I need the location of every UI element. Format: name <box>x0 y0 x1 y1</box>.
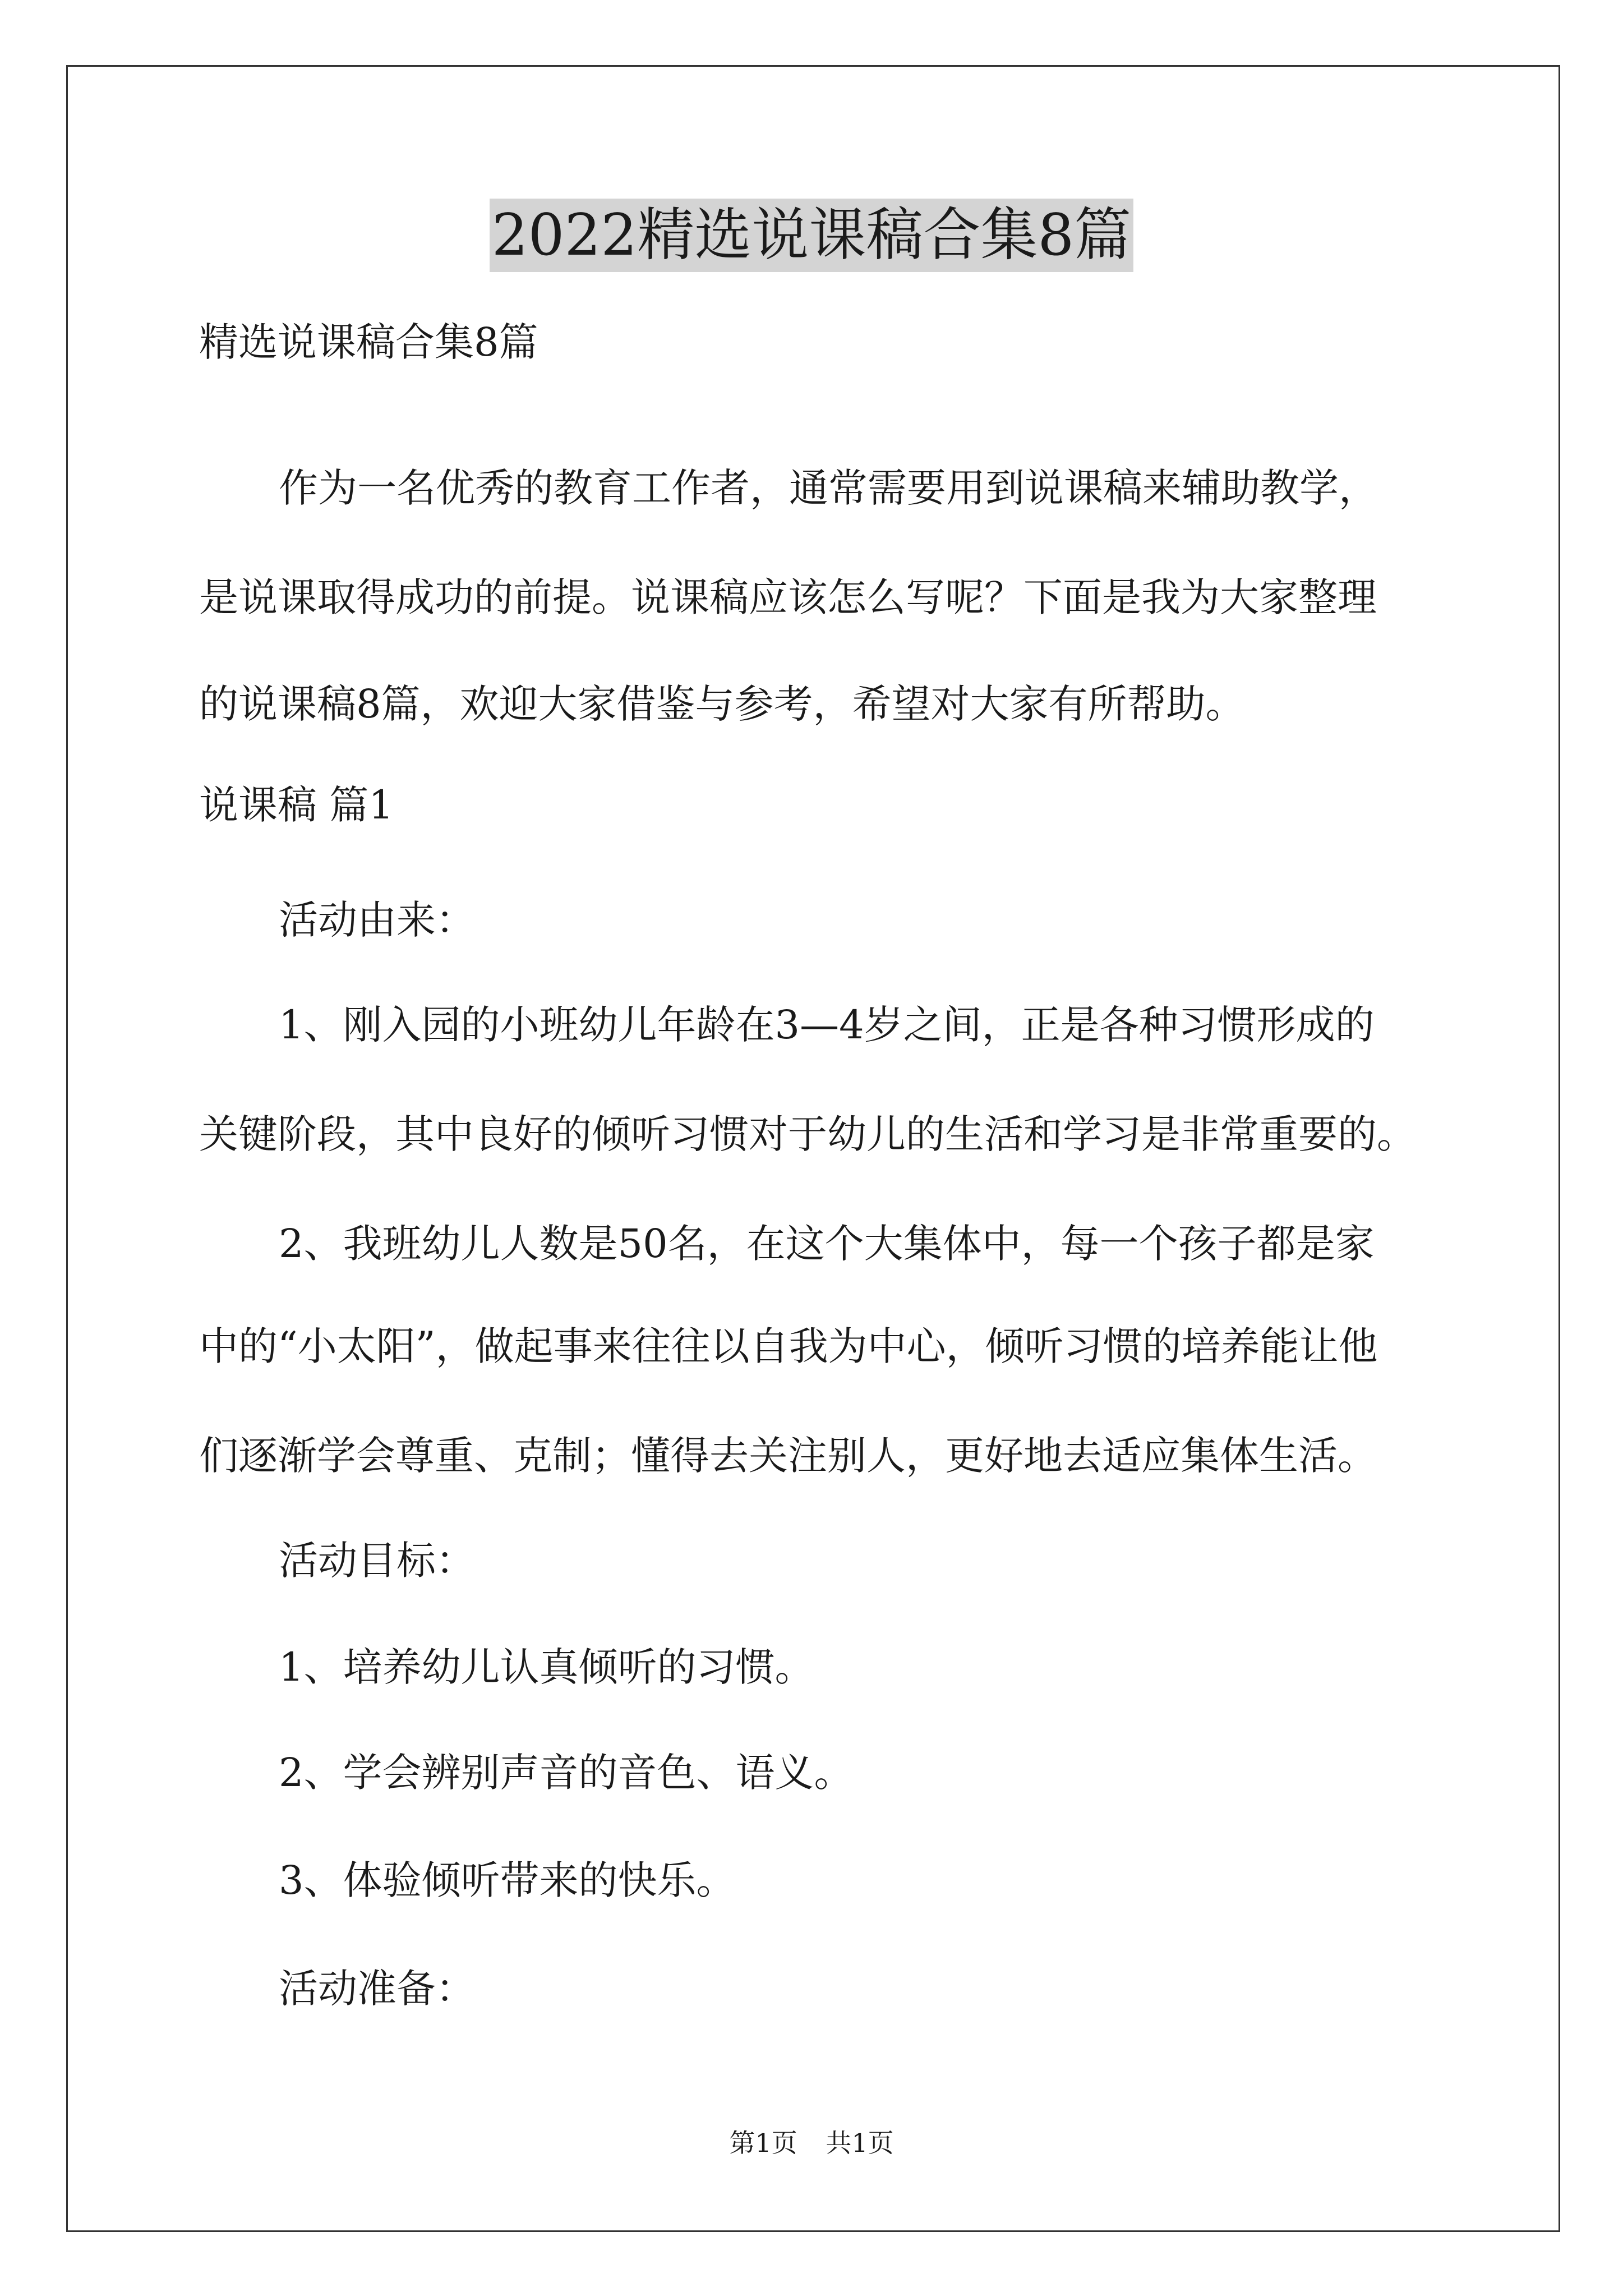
page-number-current: 第1页 <box>729 2128 797 2158</box>
paragraph-line: 1、培养幼儿认真倾听的习惯。 <box>279 1644 814 1690</box>
paragraph-line: 2、我班幼儿人数是50名，在这个大集体中，每一个孩子都是家 <box>279 1221 1375 1267</box>
title-text: 2022精选说课稿合集8篇 <box>490 199 1133 272</box>
paragraph-line: 关键阶段，其中良好的倾听习惯对于幼儿的生活和学习是非常重要的。 <box>199 1111 1416 1157</box>
paragraph-line: 2、学会辨别声音的音色、语义。 <box>279 1750 854 1796</box>
paragraph-line: 1、刚入园的小班幼儿年龄在3—4岁之间，正是各种习惯形成的 <box>279 1002 1375 1048</box>
paragraph-line: 活动准备： <box>279 1966 475 2012</box>
page-footer <box>0 2126 1623 2160</box>
page-number-total: 共1页 <box>826 2128 894 2158</box>
paragraph-line: 们逐渐学会尊重、克制；懂得去关注别人，更好地去适应集体生活。 <box>199 1433 1377 1479</box>
paragraph-line: 活动目标： <box>279 1538 475 1584</box>
paragraph-line: 是说课取得成功的前提。说课稿应该怎么写呢？下面是我为大家整理 <box>199 574 1377 620</box>
subtitle: 精选说课稿合集8篇 <box>199 319 538 365</box>
paragraph-line: 活动由来： <box>279 897 475 943</box>
section-heading: 说课稿 篇1 <box>199 782 394 828</box>
paragraph-line: 3、体验倾听带来的快乐。 <box>279 1857 736 1903</box>
paragraph-line: 作为一名优秀的教育工作者，通常需要用到说课稿来辅助教学， <box>279 465 1378 511</box>
paragraph-line: 中的“小太阳”，做起事来往往以自我为中心，倾听习惯的培养能让他 <box>199 1323 1378 1369</box>
document-title <box>0 196 1623 275</box>
paragraph-line: 的说课稿8篇，欢迎大家借鉴与参考，希望对大家有所帮助。 <box>199 681 1245 727</box>
